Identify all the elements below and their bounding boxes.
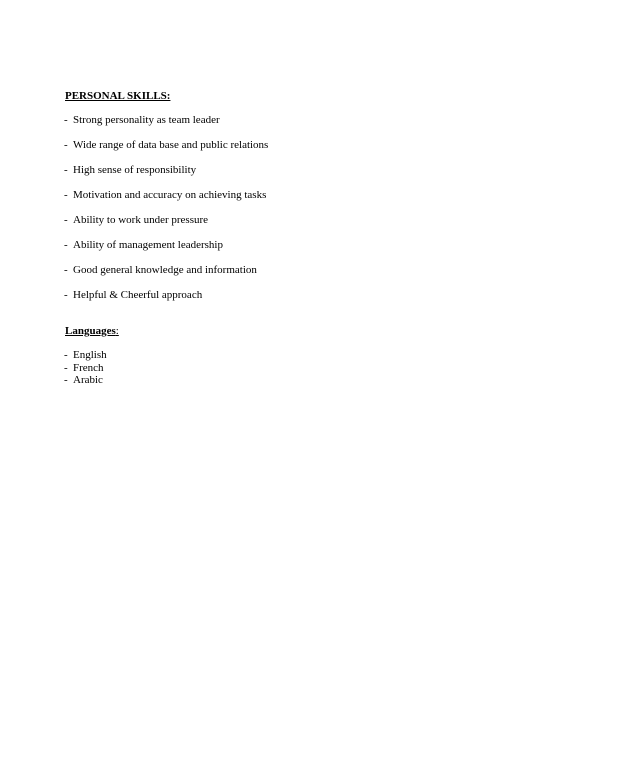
bullet-dash: - [64, 374, 68, 386]
bullet-dash: - [64, 189, 68, 201]
skill-text: Ability of management leadership [73, 239, 223, 251]
list-item [64, 362, 107, 375]
list-item [64, 164, 268, 189]
bullet-dash: - [64, 164, 68, 176]
list-item [64, 349, 107, 362]
bullet-dash: - [64, 214, 68, 226]
language-text: English [73, 349, 107, 361]
personal-skills-list [64, 114, 268, 314]
skill-text: Wide range of data base and public relations [73, 139, 269, 151]
bullet-dash: - [64, 139, 68, 151]
languages-list [64, 349, 107, 387]
languages-heading [65, 325, 119, 338]
personal-skills-heading-text: PERSONAL SKILLS: [65, 90, 171, 102]
list-item [64, 264, 268, 289]
bullet-dash: - [64, 289, 68, 301]
skill-text: Motivation and accuracy on achieving tasks [73, 189, 267, 201]
skill-text: Helpful & Cheerful approach [73, 289, 203, 301]
list-item [64, 289, 268, 314]
languages-heading-colon: : [115, 325, 119, 337]
list-item [64, 214, 268, 239]
skill-text: High sense of responsibility [73, 164, 197, 176]
bullet-dash: - [64, 264, 68, 276]
personal-skills-heading [65, 90, 170, 103]
list-item [64, 189, 268, 214]
skill-text: Ability to work under pressure [73, 214, 209, 226]
language-text: Arabic [73, 374, 103, 386]
skill-text: Strong personality as team leader [73, 114, 220, 126]
bullet-dash: - [64, 349, 68, 361]
list-item [64, 374, 107, 387]
list-item [64, 114, 268, 139]
bullet-dash: - [64, 114, 68, 126]
language-text: French [73, 361, 104, 374]
skill-text: Good general knowledge and information [73, 264, 257, 276]
bullet-dash: - [64, 239, 68, 251]
list-item [64, 139, 268, 164]
list-item [64, 239, 268, 264]
languages-heading-text: Languages [65, 325, 116, 337]
bullet-dash: - [64, 361, 68, 374]
